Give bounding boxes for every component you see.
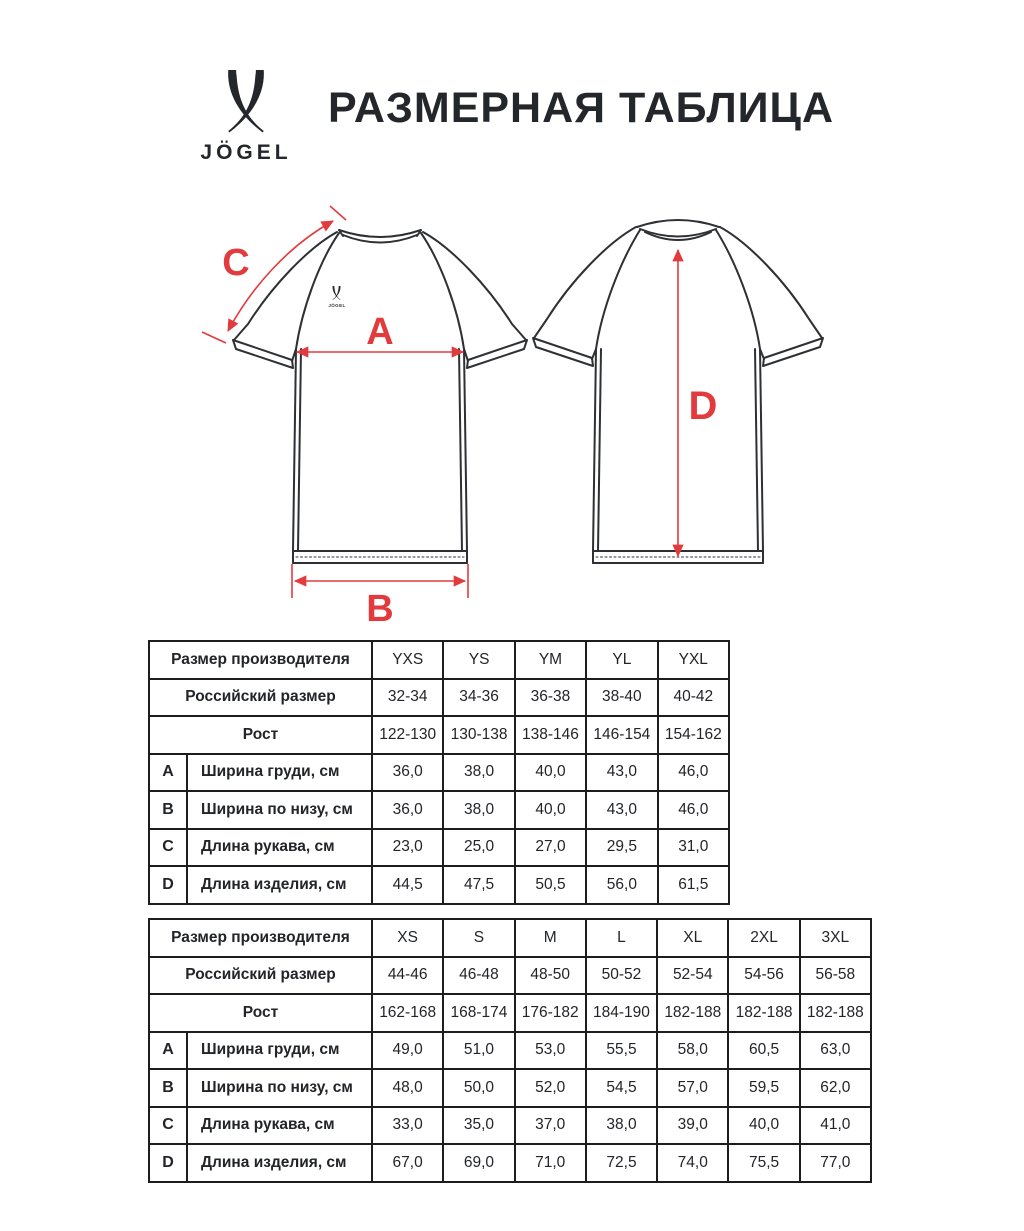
row-label-cell: Рост [149,994,372,1032]
size-value-cell: 48-50 [515,957,586,995]
measure-value-cell: 43,0 [586,791,657,829]
measure-value-cell: 31,0 [658,829,729,867]
size-value-cell: YM [515,641,586,679]
measure-value-cell: 33,0 [372,1107,443,1145]
measure-value-cell: 38,0 [443,754,514,792]
size-value-cell: YS [443,641,514,679]
size-value-cell: 36-38 [515,679,586,717]
header-row [149,641,729,679]
measure-value-cell: 72,5 [586,1144,657,1182]
size-value-cell: 38-40 [586,679,657,717]
measure-row [149,1107,871,1145]
dimension-label-c: C [222,242,250,284]
dimension-letter-cell: B [149,791,187,829]
dimension-tick-c-bottom [202,332,226,343]
dimension-label-a: A [366,311,394,353]
size-value-cell: XS [372,919,443,957]
dimension-letter-cell: A [149,1032,187,1070]
dimension-letter-cell: A [149,754,187,792]
measure-value-cell: 59,5 [728,1069,799,1107]
measure-label-cell: Ширина груди, см [187,1032,372,1070]
size-value-cell: 34-36 [443,679,514,717]
size-value-cell: 50-52 [586,957,657,995]
measure-row [149,791,729,829]
chest-logo-icon [333,286,341,300]
measure-value-cell: 40,0 [728,1107,799,1145]
header-row [149,957,871,995]
row-label-cell: Российский размер [149,957,372,995]
measure-value-cell: 40,0 [515,754,586,792]
size-value-cell: XL [657,919,728,957]
measure-value-cell: 39,0 [657,1107,728,1145]
measure-value-cell: 29,5 [586,829,657,867]
size-value-cell: 3XL [800,919,871,957]
size-value-cell: 54-56 [728,957,799,995]
measure-value-cell: 67,0 [372,1144,443,1182]
size-value-cell: 162-168 [372,994,443,1032]
measure-value-cell: 77,0 [800,1144,871,1182]
measure-label-cell: Длина рукава, см [187,1107,372,1145]
measure-label-cell: Длина изделия, см [187,866,372,904]
measure-row [149,1144,871,1182]
size-value-cell: L [586,919,657,957]
shirt-front-view [233,230,527,563]
measure-value-cell: 74,0 [657,1144,728,1182]
measure-value-cell: 58,0 [657,1032,728,1070]
measure-value-cell: 40,0 [515,791,586,829]
size-value-cell: 130-138 [443,716,514,754]
size-value-cell: 2XL [728,919,799,957]
measure-row [149,754,729,792]
measure-value-cell: 53,0 [515,1032,586,1070]
measure-value-cell: 62,0 [800,1069,871,1107]
dimension-tick-c-top [330,206,346,220]
row-label-cell: Размер производителя [149,919,372,957]
measure-label-cell: Ширина по низу, см [187,1069,372,1107]
header-row [149,994,871,1032]
size-value-cell: 182-188 [657,994,728,1032]
measure-row [149,866,729,904]
dimension-label-b: B [366,588,394,630]
measure-value-cell: 54,5 [586,1069,657,1107]
dimension-letter-cell: C [149,1107,187,1145]
dimension-label-d: D [688,384,718,428]
size-value-cell: YL [586,641,657,679]
size-table-adult [148,918,872,1183]
size-value-cell: YXL [658,641,729,679]
size-value-cell: 182-188 [728,994,799,1032]
size-value-cell: 138-146 [515,716,586,754]
size-value-cell: 184-190 [586,994,657,1032]
dimension-letter-cell: D [149,866,187,904]
measure-row [149,1069,871,1107]
size-value-cell: YXS [372,641,443,679]
size-value-cell: 154-162 [658,716,729,754]
measure-value-cell: 61,5 [658,866,729,904]
row-label-cell: Российский размер [149,679,372,717]
size-value-cell: 56-58 [800,957,871,995]
measure-value-cell: 75,5 [728,1144,799,1182]
measure-value-cell: 41,0 [800,1107,871,1145]
measure-label-cell: Ширина по низу, см [187,791,372,829]
measure-value-cell: 25,0 [443,829,514,867]
measure-value-cell: 35,0 [443,1107,514,1145]
header-row [149,679,729,717]
dimension-letter-cell: C [149,829,187,867]
measure-value-cell: 50,5 [515,866,586,904]
measure-value-cell: 56,0 [586,866,657,904]
measure-value-cell: 63,0 [800,1032,871,1070]
measure-value-cell: 69,0 [443,1144,514,1182]
size-table-youth [148,640,730,905]
page-title: РАЗМЕРНАЯ ТАБЛИЦА [327,84,835,132]
size-value-cell: 32-34 [372,679,443,717]
brand-wordmark: JÖGEL [200,141,292,164]
size-value-cell: 52-54 [657,957,728,995]
measure-value-cell: 23,0 [372,829,443,867]
size-value-cell: 176-182 [515,994,586,1032]
header-row [149,716,729,754]
measure-label-cell: Ширина груди, см [187,754,372,792]
measure-value-cell: 43,0 [586,754,657,792]
measure-value-cell: 48,0 [372,1069,443,1107]
size-value-cell: 182-188 [800,994,871,1032]
measure-value-cell: 36,0 [372,754,443,792]
measure-row [149,829,729,867]
size-value-cell: 46-48 [443,957,514,995]
size-value-cell: S [443,919,514,957]
row-label-cell: Рост [149,716,372,754]
dimension-letter-cell: B [149,1069,187,1107]
measure-value-cell: 47,5 [443,866,514,904]
measure-value-cell: 49,0 [372,1032,443,1070]
size-value-cell: 122-130 [372,716,443,754]
measure-value-cell: 50,0 [443,1069,514,1107]
measure-value-cell: 38,0 [586,1107,657,1145]
measure-value-cell: 27,0 [515,829,586,867]
measure-value-cell: 71,0 [515,1144,586,1182]
measure-value-cell: 52,0 [515,1069,586,1107]
measure-label-cell: Длина изделия, см [187,1144,372,1182]
measure-value-cell: 57,0 [657,1069,728,1107]
size-value-cell: 44-46 [372,957,443,995]
row-label-cell: Размер производителя [149,641,372,679]
header-row [149,919,871,957]
size-value-cell: 146-154 [586,716,657,754]
measure-value-cell: 46,0 [658,754,729,792]
size-value-cell: 168-174 [443,994,514,1032]
measure-value-cell: 37,0 [515,1107,586,1145]
measure-value-cell: 51,0 [443,1032,514,1070]
measure-label-cell: Длина рукава, см [187,829,372,867]
measure-value-cell: 60,5 [728,1032,799,1070]
size-value-cell: M [515,919,586,957]
measure-value-cell: 55,5 [586,1032,657,1070]
measure-value-cell: 46,0 [658,791,729,829]
measure-value-cell: 38,0 [443,791,514,829]
dimension-letter-cell: D [149,1144,187,1182]
chest-logo-text: JÖGEL [328,303,346,308]
measure-value-cell: 36,0 [372,791,443,829]
measure-value-cell: 44,5 [372,866,443,904]
size-value-cell: 40-42 [658,679,729,717]
measure-row [149,1032,871,1070]
